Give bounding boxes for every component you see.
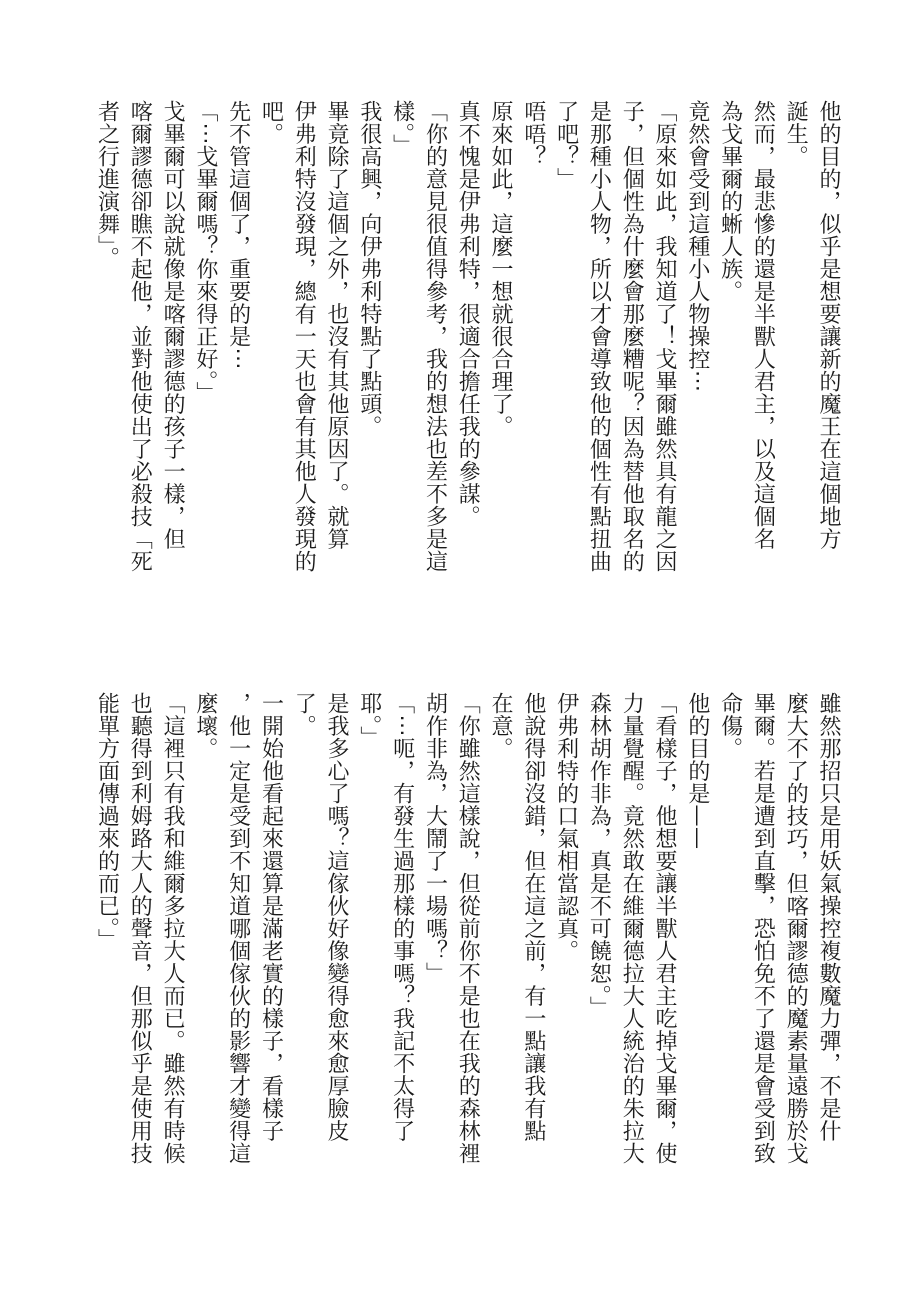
text-line: 畢竟除了這個之外，也沒有其他原因了。就算 bbox=[324, 100, 350, 550]
text-line: 原來如此，這麼一想就很合理了。 bbox=[488, 100, 514, 438]
text-line: 一開始他看起來還算是滿老實的樣子，看樣子 bbox=[258, 692, 284, 1142]
text-line: 他的目的是—— bbox=[684, 692, 710, 850]
text-line: 森林胡作非為，真是不可饒恕。」 bbox=[586, 692, 612, 1019]
text-line: 樣。」 bbox=[389, 100, 415, 157]
text-line: 然而，最悲慘的還是半獸人君主，以及這個名 bbox=[750, 100, 776, 550]
text-line: 者之行進演舞」。 bbox=[94, 100, 120, 269]
text-line: 畢爾。若是遭到直擊，恐怕免不了還是會受到致 bbox=[750, 692, 776, 1165]
text-line: 胡作非為，大鬧了一場嗎？」 bbox=[422, 692, 448, 985]
text-line: 耶。」 bbox=[356, 692, 382, 749]
text-line: 「⋯呃，有發生過那樣的事嗎？我記不太得了 bbox=[389, 692, 415, 1142]
text-line: 誕生。 bbox=[783, 100, 809, 168]
text-line: 伊弗利特的口氣相當認真。 bbox=[553, 692, 579, 962]
text-line: 我很高興，向伊弗利特點了點頭。 bbox=[356, 100, 382, 438]
text-line: 是那種小人物，所以才會導致他的個性有點扭曲 bbox=[586, 100, 612, 573]
text-line: 了吧？」 bbox=[553, 100, 579, 190]
upper-text-column-block bbox=[34, 100, 844, 630]
text-line: 麼大不了的技巧，但喀爾謬德的魔素量遠勝於戈 bbox=[783, 692, 809, 1165]
text-line: 「你的意見很值得參考，我的想法也差不多是這 bbox=[422, 100, 448, 573]
text-line: 喀爾謬德卻瞧不起他，並對他使出了必殺技「死 bbox=[127, 100, 153, 573]
text-line: 真不愧是伊弗利特，很適合擔任我的參謀。 bbox=[455, 100, 481, 528]
lower-text-column-block bbox=[34, 692, 844, 1222]
text-line: 先不管這個了，重要的是⋯ bbox=[225, 100, 251, 370]
text-line: 他說得卻沒錯，但在這之前，有一點讓我有點 bbox=[520, 692, 546, 1142]
text-line: 雖然那招只是用妖氣操控複數魔力彈，不是什 bbox=[816, 692, 841, 1142]
text-line: 唔唔？ bbox=[520, 100, 546, 168]
text-line: 能單方面傳過來的而已。」 bbox=[94, 692, 120, 951]
text-line: 麼壞。 bbox=[192, 692, 218, 760]
text-line: 吧。 bbox=[258, 100, 284, 145]
text-line: 他的目的，似乎是想要讓新的魔王在這個地方 bbox=[816, 100, 841, 550]
text-line: 竟然會受到這種小人物操控⋯ bbox=[684, 100, 710, 393]
text-line: 子，但個性為什麼會那麼糟呢？因為替他取名的 bbox=[619, 100, 645, 573]
text-line: 為戈畢爾的蜥人族。 bbox=[717, 100, 743, 303]
text-line: 命傷。 bbox=[717, 692, 743, 760]
text-line: 「你雖然這樣說，但從前你不是也在我的森林裡 bbox=[455, 692, 481, 1165]
text-line: 「看樣子，他想要讓半獸人君主吃掉戈畢爾，使 bbox=[652, 692, 678, 1165]
text-line: 伊弗利特沒發現，總有一天也會有其他人發現的 bbox=[291, 100, 317, 573]
text-line: 戈畢爾可以說就像是喀爾謬德的孩子一樣，但 bbox=[160, 100, 186, 550]
text-line: 也聽得到利姆路大人的聲音，但那似乎是使用技 bbox=[127, 692, 153, 1165]
text-line: 力量覺醒。竟然敢在維爾德拉大人統治的朱拉大 bbox=[619, 692, 645, 1165]
text-line: 「⋯戈畢爾嗎？你來得正好。」 bbox=[192, 100, 218, 404]
text-line: ，他一定是受到不知道哪個傢伙的影響才變得這 bbox=[225, 692, 251, 1165]
text-line: 在意。 bbox=[488, 692, 514, 760]
text-line: 「這裡只有我和維爾多拉大人而已。雖然有時候 bbox=[160, 692, 186, 1165]
text-line: 「原來如此，我知道了！戈畢爾雖然具有龍之因 bbox=[652, 100, 678, 573]
text-line: 是我多心了嗎？這傢伙好像變得愈來愈厚臉皮 bbox=[324, 692, 350, 1142]
text-line: 了。 bbox=[291, 692, 317, 737]
